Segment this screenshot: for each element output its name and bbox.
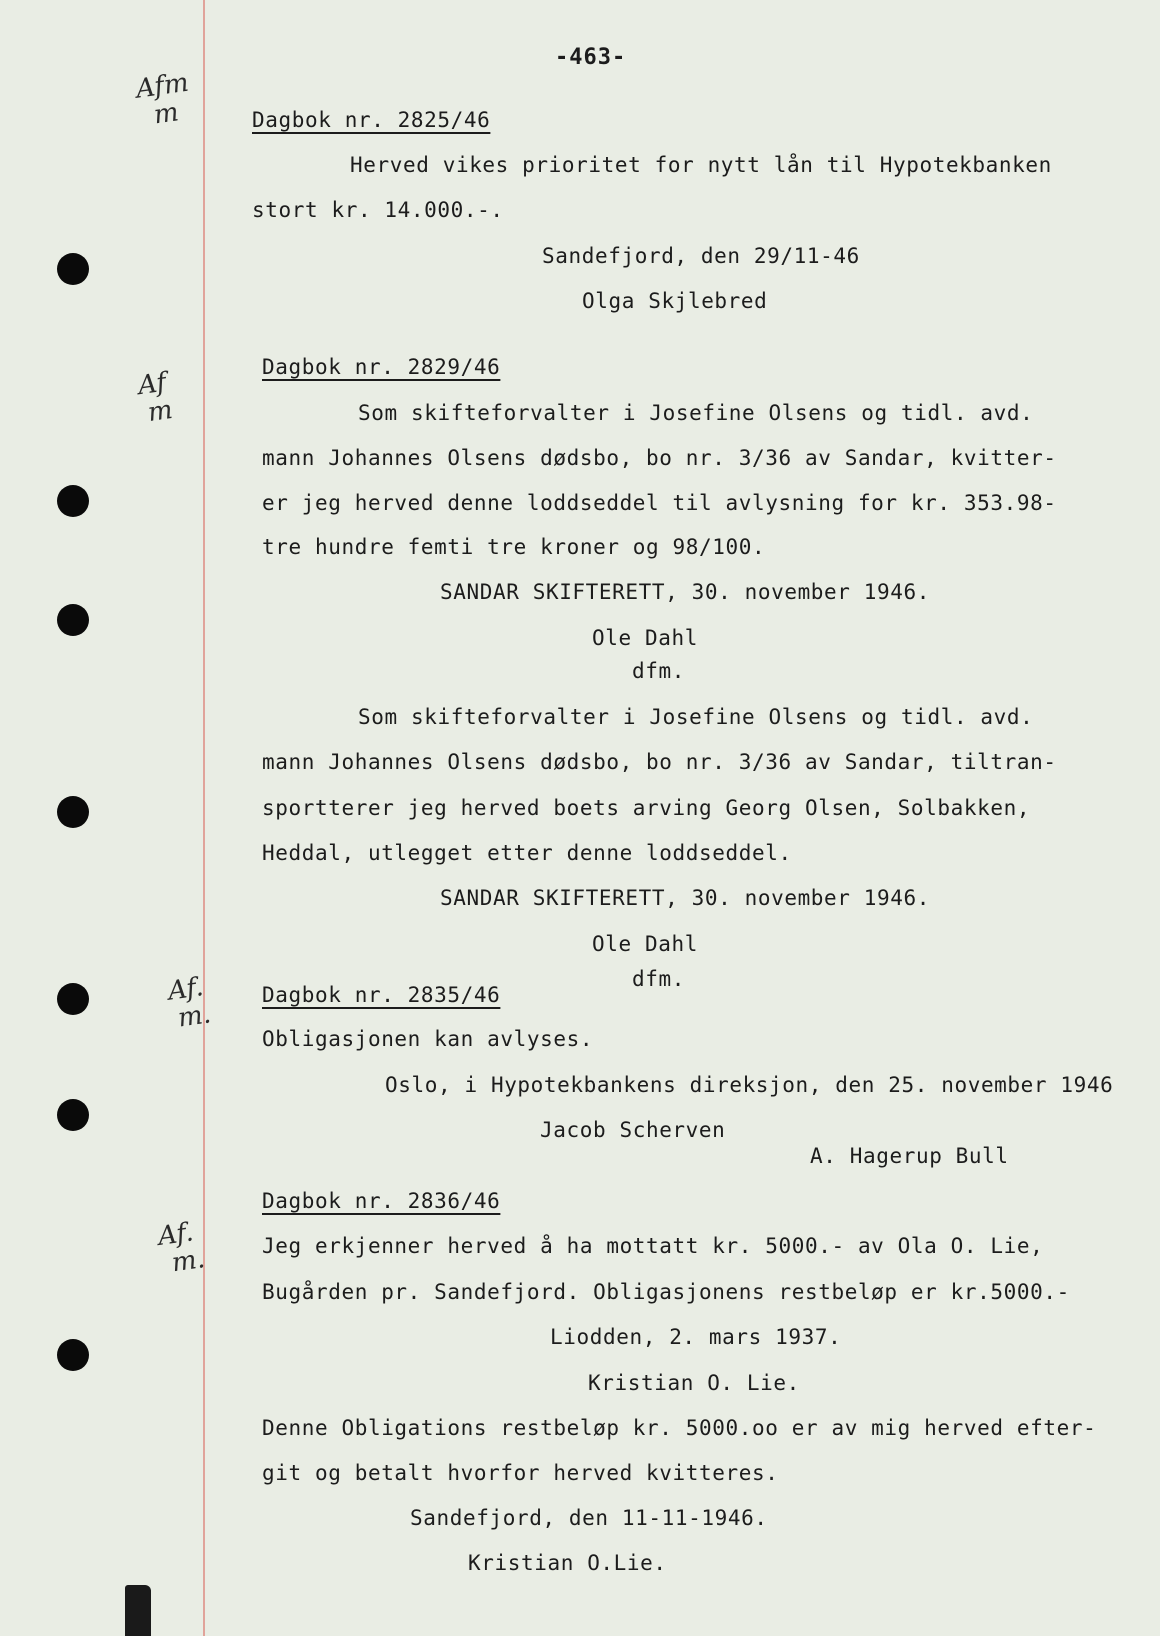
entry-line: Herved vikes prioritet for nytt lån til Hypotekbanken bbox=[350, 153, 1052, 177]
punch-hole bbox=[57, 796, 89, 828]
entry-line: SANDAR SKIFTERETT, 30. november 1946. bbox=[440, 886, 930, 910]
margin-note: Af. m. bbox=[166, 972, 213, 1034]
punch-hole bbox=[57, 485, 89, 517]
entry-line: Jeg erkjenner herved å ha mottatt kr. 5000.- av Ola O. Lie, bbox=[262, 1234, 1044, 1258]
entry-line: tre hundre femti tre kroner og 98/100. bbox=[262, 535, 766, 559]
signature-title: dfm. bbox=[632, 967, 685, 991]
signature-title: dfm. bbox=[632, 659, 685, 683]
entry-line: Bugården pr. Sandefjord. Obligasjonens restbeløp er kr.5000.- bbox=[262, 1280, 1070, 1304]
entry-line: Heddal, utlegget etter denne loddseddel. bbox=[262, 841, 792, 865]
entry-line: Oslo, i Hypotekbankens direksjon, den 25. november 1946 bbox=[385, 1073, 1114, 1097]
entry-line: er jeg herved denne loddseddel til avlysning for kr. 353.98- bbox=[262, 491, 1057, 515]
punch-hole bbox=[57, 253, 89, 285]
entry-line: Obligasjonen kan avlyses. bbox=[262, 1027, 594, 1051]
signature-line: Kristian O.Lie. bbox=[468, 1551, 667, 1575]
signature-line: Kristian O. Lie. bbox=[588, 1371, 800, 1395]
signature-line: Jacob Scherven bbox=[540, 1118, 726, 1142]
entry-heading: Dagbok nr. 2835/46 bbox=[262, 983, 501, 1007]
entry-line: Denne Obligations restbeløp kr. 5000.oo er av mig herved efter- bbox=[262, 1416, 1097, 1440]
entry-heading: Dagbok nr. 2829/46 bbox=[262, 355, 501, 379]
page-number: -463- bbox=[555, 45, 627, 70]
punch-hole bbox=[57, 983, 89, 1015]
margin-note: Afm m bbox=[134, 67, 191, 131]
corner-ink-mark bbox=[125, 1585, 151, 1636]
margin-note: Af m bbox=[136, 367, 175, 429]
punch-hole bbox=[57, 1339, 89, 1371]
entry-line: Liodden, 2. mars 1937. bbox=[550, 1325, 842, 1349]
signature-line: Ole Dahl bbox=[592, 932, 698, 956]
entry-line: sportterer jeg herved boets arving Georg Olsen, Solbakken, bbox=[262, 796, 1031, 820]
entry-line: Sandefjord, den 29/11-46 bbox=[542, 244, 860, 268]
entry-line: mann Johannes Olsens dødsbo, bo nr. 3/36 av Sandar, kvitter- bbox=[262, 446, 1057, 470]
entry-line: git og betalt hvorfor herved kvitteres. bbox=[262, 1461, 779, 1485]
signature-line: Ole Dahl bbox=[592, 626, 698, 650]
margin-rule bbox=[203, 0, 205, 1636]
entry-heading: Dagbok nr. 2825/46 bbox=[252, 108, 491, 132]
entry-line: stort kr. 14.000.-. bbox=[252, 198, 504, 222]
entry-heading: Dagbok nr. 2836/46 bbox=[262, 1189, 501, 1213]
signature-line: A. Hagerup Bull bbox=[810, 1144, 1009, 1168]
signature-line: Olga Skjlebred bbox=[582, 289, 768, 313]
margin-note: Af. m. bbox=[156, 1217, 207, 1279]
punch-hole bbox=[57, 1099, 89, 1131]
entry-line: Sandefjord, den 11-11-1946. bbox=[410, 1506, 768, 1530]
entry-line: SANDAR SKIFTERETT, 30. november 1946. bbox=[440, 580, 930, 604]
punch-hole bbox=[57, 604, 89, 636]
entry-line: mann Johannes Olsens dødsbo, bo nr. 3/36 av Sandar, tiltran- bbox=[262, 750, 1057, 774]
entry-line: Som skifteforvalter i Josefine Olsens og tidl. avd. bbox=[358, 705, 1034, 729]
entry-line: Som skifteforvalter i Josefine Olsens og tidl. avd. bbox=[358, 401, 1034, 425]
